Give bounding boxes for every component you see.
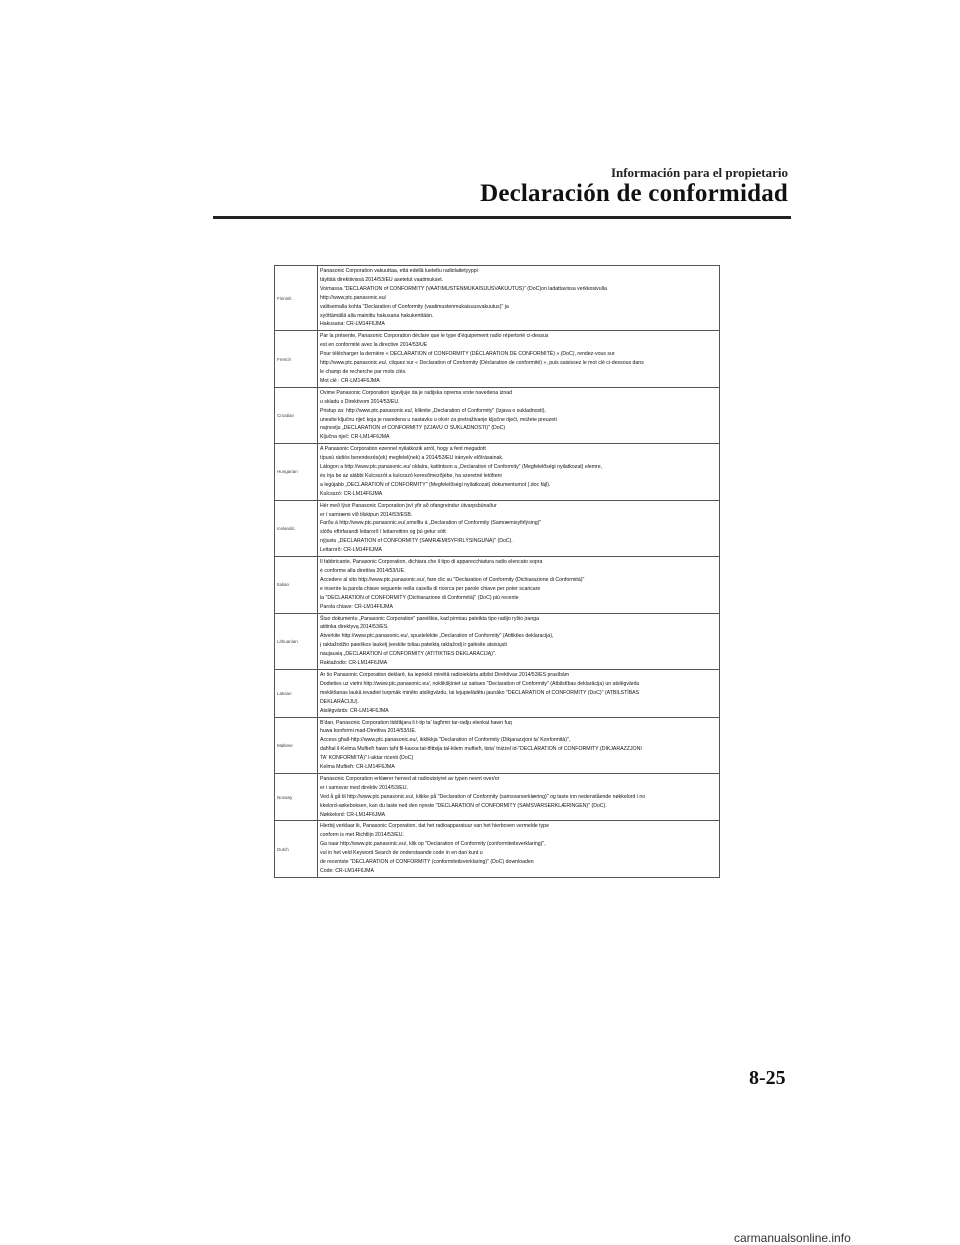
declaration-line: Hierbij verklaar ik, Panasonic Corporation, dat het radioapparatuur van het hierboven vermelde type	[320, 823, 549, 830]
declaration-line: Kelma Muftieħ: CR-LM14F6JMA	[320, 764, 395, 771]
watermark-text: carmanualsonline.info	[734, 1231, 851, 1245]
declaration-line: TA' KONFORMITÀ)" l-aktar riċenti (DoC)	[320, 755, 414, 762]
declaration-line: Accedere al sito http://www.ptc.panasonic.eu/, fare clic su "Declaration of Conformity (Dichiarazione di Conformità)"	[320, 576, 585, 583]
declaration-line: DEKLARĀCIJU).	[320, 698, 359, 705]
declaration-line: Atslēgvārds: CR-LM14F6JMA	[320, 707, 389, 714]
declaration-line: huwa konformi mad-Direttiva 2014/53/UE.	[320, 728, 417, 735]
table-row	[275, 500, 720, 556]
language-cell: Croatian	[275, 387, 318, 443]
declaration-line: daħħal il-Kelma Muftieħ hawn taħt fil-kaxxa tat-tfittxija tal-kliem muftieħ, tista' tniżżel id-"DECLARATION of CONFORMITY (DIKJARAZZJONI	[320, 746, 642, 753]
declaration-line: Farðu á http://www.ptc.panasonic.eu/,smelltu á „Declaration of Conformity (Samræmisyfirlýsing)"	[320, 520, 542, 527]
declaration-line: le champ de recherche par mots clés.	[320, 368, 407, 375]
table-row	[275, 557, 720, 613]
language-cell: Norway	[275, 773, 318, 821]
language-cell: Lithuanian	[275, 613, 318, 669]
declaration-line: Ključna riječ: CR-LM14F6JMA	[320, 434, 390, 441]
declaration-text-cell	[318, 331, 720, 387]
declaration-table-body	[275, 266, 720, 878]
language-cell: Hungarian	[275, 444, 318, 500]
declaration-line: Kulcsszó: CR-LM14F6JMA	[320, 490, 383, 497]
declaration-line: Ovime Panasonic Corporation izjavljuje da je radijska oprema vrste navedena iznad	[320, 389, 513, 396]
declaration-line: Raktažodis: CR-LM14F6JMA	[320, 660, 388, 667]
declaration-line: naujausią „DECLARATION of CONFORMITY (ATITIKTIES DEKLARACIJĄ)".	[320, 651, 497, 658]
declaration-line: e inserire la parola chiave seguente nella casella di ricerca per parole chiave per poter scaricare	[320, 585, 541, 592]
declaration-line: Leitarorð: CR-LM14F6JMA	[320, 547, 382, 554]
language-cell: Dutch	[275, 821, 318, 877]
declaration-line: de recentste "DECLARATION of CONFORMITY (conformiteitsverklaring)" (DoC) downloaden	[320, 859, 534, 866]
declaration-line: syöttämällä alla mainittu hakusana hakukenttään.	[320, 312, 434, 319]
declaration-line: è conforme alla direttiva 2014/53/UE.	[320, 568, 406, 574]
declaration-line: A Panasonic Corporation ezennel nyilatkozik arról, hogy a fent megadott	[320, 446, 486, 453]
declaration-line: B'dan, Panasonic Corporation tiddikjara li t-tip ta' tagħmir tar-radju elenkat hawn fuq	[320, 719, 512, 726]
table-row	[275, 266, 720, 331]
table-row	[275, 717, 720, 773]
declaration-line: est en conformité avec la directive 2014/53/UE	[320, 342, 428, 349]
declaration-line: Hakusana: CR-LM14F6JMA	[320, 321, 385, 328]
declaration-line: täyttää direktiivissä 2014/53/EU asetetut vaatimukset.	[320, 276, 444, 283]
declaration-line: Panasonic Corporation vakuuttaa, että edellä lueteltu radiolaitetyyppi	[320, 268, 478, 274]
page-number: 8-25	[749, 1067, 786, 1089]
declaration-text-cell	[318, 444, 720, 500]
declaration-line: Ar šo Panasonic Corporation deklarē, ka iepriekš minētā radioiekārta atbilst Direktīvas 2014/53/ES prasībām	[320, 671, 570, 678]
declaration-line: u skladu s Direktivom 2014/53/EU.	[320, 398, 400, 405]
declaration-line: valitsemalla kohta "Declaration of Conformity (vaatimustenmukaisuusvakuutus)" ja	[320, 303, 509, 310]
table-row	[275, 331, 720, 387]
declaration-line: kkelord-søkeboksen, kan du laste ned den nyeste "DECLARATION of CONFORMITY (SAMSVARSERKLÆRINGEN)" (DoC).	[320, 802, 607, 809]
declaration-line: Hér með lýsir Panasonic Corporation því yfir að ofangreindur útvarpsbúnaður	[320, 502, 497, 509]
declaration-line: Voimassa "DECLARATION of CONFORMITY (VAATIMUSTENMUKAISUUSVAKUUTUS)" (DoC)on ladattavissa verkkosivulla	[320, 285, 607, 292]
language-cell: Icelandic	[275, 500, 318, 556]
declaration-line: najnoviju „DECLARATION of CONFORMITY (IZJAVU O SUKLADNOSTI)" (DoC)	[320, 425, 506, 432]
declaration-line: Mot clé : CR-LM14F6JMA	[320, 377, 380, 384]
declaration-line: Access għall-http://www.ptc.panasonic.eu/, ikklikkja "Declaration of Conformity (Dikjarazzjoni ta' Konformità)",	[320, 737, 571, 744]
declaration-line: http://www.ptc.panasonic.eu/, cliquez sur « Declaration of Conformity (Déclaration de conformité) », puis saisissez le mot clé ci-dessous dans	[320, 360, 644, 367]
table-row	[275, 821, 720, 877]
declaration-text-cell	[318, 821, 720, 877]
declaration-text-cell	[318, 266, 720, 331]
declaration-text-cell	[318, 613, 720, 669]
declaration-line: vul in het veld Keyword Search de onderstaande code in en dan kunt u	[320, 850, 483, 857]
table-row	[275, 669, 720, 717]
declaration-text-cell	[318, 557, 720, 613]
declaration-line: Il fabbricante, Panasonic Corporation, dichiara che il tipo di apparecchiatura radio elencato sopra	[320, 559, 543, 566]
declaration-line: Pristup za: http://www.ptc.panasonic.eu/, kliknite „Declaration of Conformity" (Izjava o sukladnosti),	[320, 407, 546, 414]
declaration-line: a legújabb „DECLARATION of CONFORMITY" (Megfelelőségi nyilatkozat) dokumentumot (.doc fájl).	[320, 481, 551, 488]
header-rule	[213, 216, 791, 219]
declaration-line: Šiuo dokumentu „Panasonic Corporation" pareiškia, kad pirmiau pateikta tipo radijo ryšio įranga	[320, 615, 539, 622]
declaration-line: unesite ključnu riječ koja je navedena u nastavku u okvir za pretraživanje ključne riječi, možete preuzeti	[320, 416, 557, 423]
language-cell: Latvian	[275, 669, 318, 717]
declaration-line: Látogon a http://www.ptc.panasonic.eu/ oldalra, kattintson a „Declaration of Conformity" (Megfelelőségi nyilatkozat) elemre,	[320, 464, 603, 471]
declaration-line: meklēšanas laukā ievadiet turpmāk minēto atslēgvārdu, lai lejupielādētu jaunāko "DECLARATION of CONFORMITY (DoC)" (ATBILSTĪBAS	[320, 689, 640, 696]
declaration-text-cell	[318, 773, 720, 821]
declaration-line: Nøkkelord: CR-LM14F6JMA	[320, 811, 386, 818]
declaration-line: Ved å gå til http://www.ptc.panasonic.eu/, klikke på "Declaration of Conformity (samsvarserklæring)" og taste inn nedenstående nøkkelord i no	[320, 793, 646, 800]
declaration-line: Dodieties uz vietni http://www.ptc.panasonic.eu/, noklikšķiniet uz saitaes "Declaration of Conformity" (Atbilstības deklarācija) un atslēgvārdu	[320, 680, 640, 687]
declaration-line: atitinka direktyvą 2014/53/ES.	[320, 624, 389, 631]
declaration-line: és írja be az alábbi Kulcsszót a kulcsszó keresőmezőjébe, ha szeretné letölteni	[320, 472, 502, 479]
language-cell: Italian	[275, 557, 318, 613]
table-row	[275, 613, 720, 669]
declaration-text-cell	[318, 387, 720, 443]
declaration-line: Par la présente, Panasonic Corporation déclare que le type d'équipement radio répertorié ci-dessus	[320, 333, 549, 340]
declaration-line: la "DECLARATION of CONFORMITY (Dichiarazione di Conformità)" (DoC) più recente	[320, 594, 519, 601]
table-row	[275, 387, 720, 443]
declaration-line: nýjustu „DECLARATION of CONFORMITY (SAMRÆMISYFIRLÝSINGUNA)" (DoC).	[320, 538, 513, 545]
declaration-line: típusú rádiós berendezés(ek) megfelel(nek) a 2014/53/EU irányelv előírásainak.	[320, 455, 504, 462]
declaration-text-cell	[318, 717, 720, 773]
page-subtitle: Información para el propietario	[610, 165, 788, 180]
declaration-line: Pour télécharger la dernière « DECLARATION of CONFORMITY (DÉCLARATION DE CONFORMITÉ) » (DoC), rendez-vous sur	[320, 351, 615, 358]
declaration-line: į raktažodžio paieškos laukelį įveskite toliau pateiktą raktažodį ir galėsite atsisiųsti	[320, 642, 507, 649]
declaration-text-cell	[318, 500, 720, 556]
table-row	[275, 773, 720, 821]
declaration-line: Atverkite http://www.ptc.panasonic.eu/, spustelėkite „Declaration of Conformity" (Atitikties deklaracija),	[320, 633, 554, 640]
declaration-line: Panasonic Corporation erklærer herved at radioutstyret av typen nevnt over/or	[320, 775, 500, 782]
declaration-line: slóðu eftirfarandi leitarorð í leitarreitinn og þú getur sótt	[320, 529, 446, 536]
table-row	[275, 444, 720, 500]
declaration-line: er í samræmi við tilskipun 2014/53/ESB.	[320, 511, 413, 518]
declaration-line: http://www.ptc.panasonic.eu/	[320, 294, 387, 301]
declaration-text-cell	[318, 669, 720, 717]
declaration-table	[274, 265, 720, 878]
language-cell: Finnish	[275, 266, 318, 331]
declaration-line: Ga naar http://www.ptc.panasonic.eu/, klik op "Declaration of Conformity (conformiteitsverklaring)",	[320, 841, 546, 848]
declaration-line: er i samsvar med direktiv 2014/53/EU.	[320, 784, 408, 791]
declaration-line: conform is met Richtlijn 2014/53/EU.	[320, 832, 404, 839]
page-title: Declaración de conformidad	[480, 180, 788, 207]
language-cell: French	[275, 331, 318, 387]
declaration-line: Code: CR-LM14F6JMA	[320, 868, 374, 874]
declaration-line: Parola chiave: CR-LM14F6JMA	[320, 603, 393, 610]
language-cell: Maltese	[275, 717, 318, 773]
